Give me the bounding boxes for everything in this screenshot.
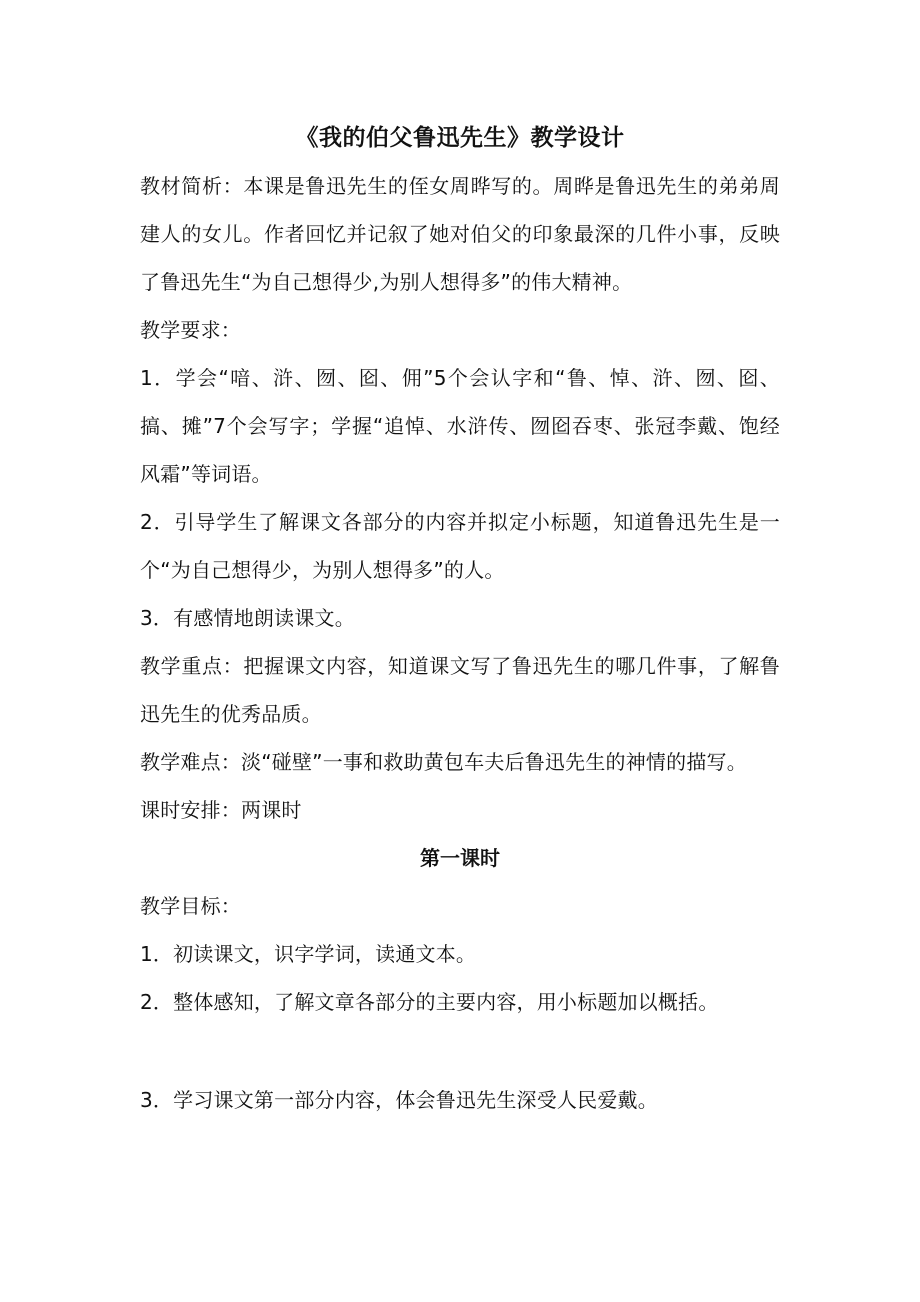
analysis-text: 本课是鲁迅先生的侄女周晔写的。周晔是鲁迅先生的弟弟周建人的女儿。作者回忆并记叙了她对伯父的印象最深的几件小事，反映了鲁迅先生“为自己想得少,为别人想得多”的伟大精神。 <box>140 174 781 294</box>
difficulties-text: 淡“碰壁”一事和救助黄包车夫后鲁迅先生的神情的描写。 <box>241 750 747 774</box>
analysis-paragraph <box>140 162 780 306</box>
schedule-text: 两课时 <box>241 798 302 822</box>
document-title: 《我的伯父鲁迅先生》教学设计 <box>295 125 625 151</box>
key-points-label: 教学重点： <box>140 654 244 678</box>
goals-heading: 教学目标： <box>140 894 241 918</box>
requirements-heading: 教学要求： <box>140 318 241 342</box>
schedule-paragraph <box>140 786 780 834</box>
requirement-item-2: 2．引导学生了解课文各部分的内容并拟定小标题，知道鲁迅先生是一个“为自己想得少，为别人想得多”的人。 <box>140 510 780 582</box>
goal-item-3: 3．学习课文第一部分内容，体会鲁迅先生深受人民爱戴。 <box>140 1088 658 1112</box>
lesson-one-title: 第一课时 <box>420 846 500 870</box>
requirement-item-1: 1．学会“喑、浒、囫、囵、佣”5个会认字和“鲁、悼、浒、囫、囵、搞、摊”7个会写字；学握“追悼、水浒传、囫囵吞枣、张冠李戴、饱经风霜”等词语。 <box>140 366 780 486</box>
difficulties-paragraph <box>140 738 780 786</box>
requirement-item-3: 3．有感情地朗读课文。 <box>140 606 355 630</box>
schedule-label: 课时安排： <box>140 798 241 822</box>
analysis-label: 教材简析： <box>140 174 244 198</box>
key-points-paragraph <box>140 642 780 738</box>
goal-item-1: 1．初读课文，识字学词，读通文本。 <box>140 942 477 966</box>
goal-item-2: 2．整体感知，了解文章各部分的主要内容，用小标题加以概括。 <box>140 990 719 1014</box>
difficulties-label: 教学难点： <box>140 750 241 774</box>
key-points-text: 把握课文内容，知道课文写了鲁迅先生的哪几件事，了解鲁迅先生的优秀品质。 <box>140 654 781 726</box>
document-body <box>140 114 780 1124</box>
paragraph-spacer <box>140 1026 780 1076</box>
